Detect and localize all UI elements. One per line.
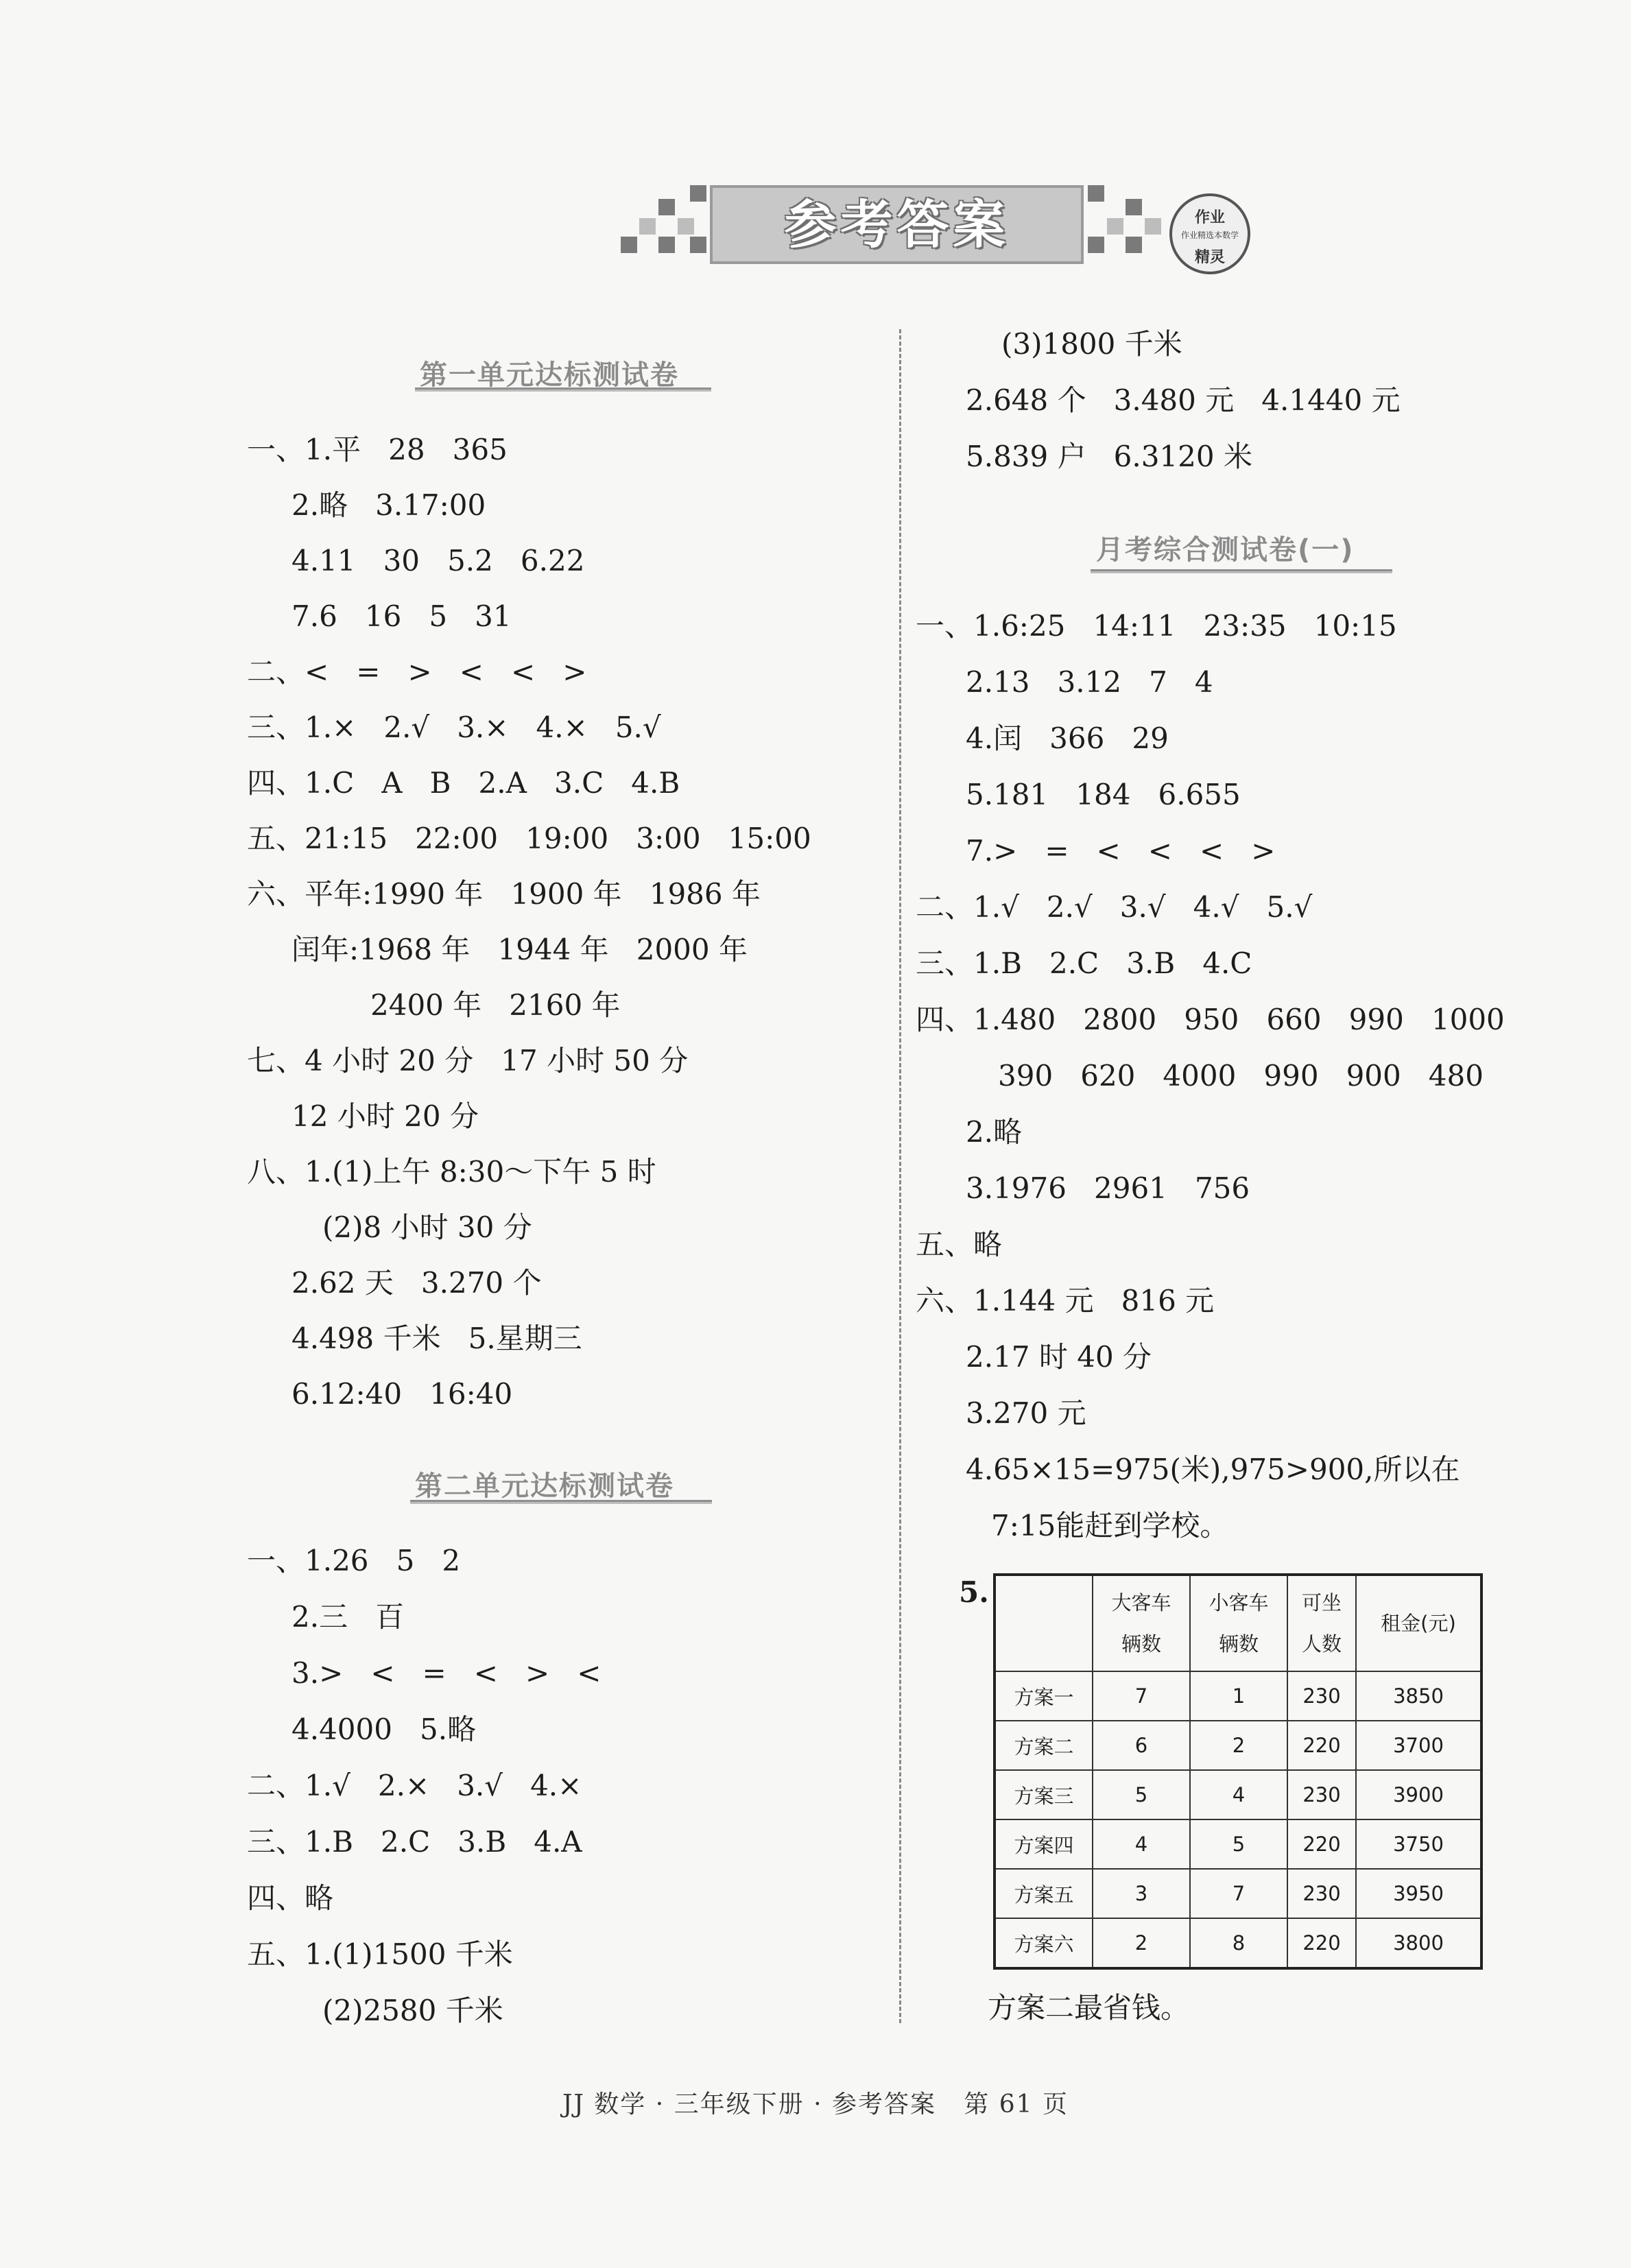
question-number: 5. xyxy=(959,1575,989,1609)
answer-line: 2.略 xyxy=(966,1115,1023,1149)
table-cell: 5 xyxy=(1093,1770,1190,1819)
answer-line: 2.648 个 3.480 元 4.1440 元 xyxy=(966,383,1401,417)
table-cell: 3900 xyxy=(1356,1770,1481,1819)
table-cell: 7 xyxy=(1190,1869,1287,1918)
answer-line: 三、1.B 2.C 3.B 4.A xyxy=(247,1825,582,1859)
section-rule xyxy=(410,1500,712,1504)
section-rule xyxy=(1091,569,1392,573)
answer-line: 2400 年 2160 年 xyxy=(370,988,621,1022)
answer-line: 4.11 30 5.2 6.22 xyxy=(291,544,585,577)
answer-line: 3.> < = < > < xyxy=(291,1656,602,1690)
answer-line: (3)1800 千米 xyxy=(1001,327,1182,361)
table-cell: 1 xyxy=(1190,1671,1287,1721)
answer-line: 4.4000 5.略 xyxy=(291,1712,477,1746)
rental-plan-table xyxy=(993,1573,1483,1970)
table-header: 小客车 辆数 xyxy=(1190,1575,1287,1671)
stamp-line-1: 作业 xyxy=(1194,209,1225,226)
answer-line: 四、1.C A B 2.A 3.C 4.B xyxy=(247,766,680,800)
banner-title: 参考答案 xyxy=(784,194,1010,255)
answer-line: 七、4 小时 20 分 17 小时 50 分 xyxy=(247,1044,689,1077)
table-cell: 8 xyxy=(1190,1918,1287,1968)
answer-line: 5.839 户 6.3120 米 xyxy=(966,440,1252,473)
stamp-logo xyxy=(1169,193,1250,274)
table-cell: 方案二 xyxy=(995,1721,1093,1770)
table-cell: 方案五 xyxy=(995,1869,1093,1918)
table-cell: 3800 xyxy=(1356,1918,1481,1968)
table-cell: 3950 xyxy=(1356,1869,1481,1918)
table-row xyxy=(995,1819,1481,1869)
answer-line: 7:15能赶到学校。 xyxy=(991,1509,1229,1542)
answer-line: 2.略 3.17:00 xyxy=(291,488,486,522)
answer-line: 6.12:40 16:40 xyxy=(291,1377,513,1411)
table-conclusion: 方案二最省钱。 xyxy=(988,1991,1190,2025)
answer-line: 一、1.平 28 365 xyxy=(247,433,508,466)
answer-line: 一、1.26 5 2 xyxy=(247,1544,461,1577)
table-cell: 7 xyxy=(1093,1671,1190,1721)
table-header: 可坐 人数 xyxy=(1287,1575,1356,1671)
table-row xyxy=(995,1671,1481,1721)
answer-line: (2)8 小时 30 分 xyxy=(322,1210,532,1244)
section-rule xyxy=(415,387,711,392)
table-cell: 2 xyxy=(1190,1721,1287,1770)
table-header: 租金(元) xyxy=(1356,1575,1481,1671)
table-row xyxy=(995,1869,1481,1918)
table-cell: 6 xyxy=(1093,1721,1190,1770)
table-cell: 3700 xyxy=(1356,1721,1481,1770)
table-cell: 230 xyxy=(1287,1869,1356,1918)
table-header: 大客车 辆数 xyxy=(1093,1575,1190,1671)
section-title-monthly: 月考综合测试卷(一) xyxy=(1096,534,1355,566)
answer-line: 八、1.(1)上午 8:30～下午 5 时 xyxy=(247,1155,656,1189)
table-cell: 方案四 xyxy=(995,1819,1093,1869)
answer-line: 4.闰 366 29 xyxy=(966,721,1169,755)
answer-line: 二、1.√ 2.√ 3.√ 4.√ 5.√ xyxy=(916,890,1313,924)
table-cell: 5 xyxy=(1190,1819,1287,1869)
table-header-corner xyxy=(995,1575,1093,1671)
answer-line: 3.1976 2961 756 xyxy=(966,1171,1250,1205)
table-cell: 方案六 xyxy=(995,1918,1093,1968)
table-cell: 220 xyxy=(1287,1721,1356,1770)
table-cell: 220 xyxy=(1287,1918,1356,1968)
table-row xyxy=(995,1721,1481,1770)
answer-line: 五、21:15 22:00 19:00 3:00 15:00 xyxy=(247,822,811,855)
section-title-unit-1: 第一单元达标测试卷 xyxy=(420,359,679,391)
table-cell: 230 xyxy=(1287,1671,1356,1721)
table-cell: 4 xyxy=(1093,1819,1190,1869)
answer-line: 5.181 184 6.655 xyxy=(966,778,1241,811)
answer-line: 7.6 16 5 31 xyxy=(291,599,512,633)
table-row xyxy=(995,1918,1481,1968)
answer-line: 六、平年:1990 年 1900 年 1986 年 xyxy=(247,877,761,911)
answer-line: 12 小时 20 分 xyxy=(291,1099,479,1133)
answer-line: 2.17 时 40 分 xyxy=(966,1340,1152,1374)
page-footer: JJ 数学 · 三年级下册 · 参考答案 第 61 页 xyxy=(562,2090,1069,2118)
table-cell: 220 xyxy=(1287,1819,1356,1869)
answer-line: 闰年:1968 年 1944 年 2000 年 xyxy=(291,933,748,966)
table-row xyxy=(995,1770,1481,1819)
answer-line: 4.65×15=975(米),975>900,所以在 xyxy=(966,1453,1460,1486)
answer-line: (2)2580 千米 xyxy=(322,1994,503,2027)
answer-line: 二、1.√ 2.× 3.√ 4.× xyxy=(247,1769,582,1802)
column-divider xyxy=(899,329,901,2023)
answer-line: 390 620 4000 990 900 480 xyxy=(998,1059,1484,1093)
answer-line: 2.三 百 xyxy=(291,1600,405,1634)
table-cell: 3 xyxy=(1093,1869,1190,1918)
answer-line: 五、1.(1)1500 千米 xyxy=(247,1937,513,1971)
stamp-line-3: 精灵 xyxy=(1194,249,1225,266)
answer-line: 四、略 xyxy=(247,1881,334,1915)
table-cell: 4 xyxy=(1190,1770,1287,1819)
answer-line: 7.> = < < < > xyxy=(966,834,1276,868)
table-cell: 2 xyxy=(1093,1918,1190,1968)
answer-line: 2.13 3.12 7 4 xyxy=(966,665,1213,699)
answer-line: 2.62 天 3.270 个 xyxy=(291,1266,542,1300)
answer-line: 四、1.480 2800 950 660 990 1000 xyxy=(916,1003,1505,1036)
table-cell: 方案三 xyxy=(995,1770,1093,1819)
table-cell: 方案一 xyxy=(995,1671,1093,1721)
answer-line: 三、1.B 2.C 3.B 4.C xyxy=(916,946,1252,980)
answer-line: 五、略 xyxy=(916,1228,1003,1261)
stamp-line-2: 作业精选本数学 xyxy=(1180,230,1239,240)
section-title-unit-2: 第二单元达标测试卷 xyxy=(415,1470,674,1502)
answer-line: 三、1.× 2.√ 3.× 4.× 5.√ xyxy=(247,711,661,744)
answer-line: 二、< = > < < > xyxy=(247,655,587,689)
answer-line: 六、1.144 元 816 元 xyxy=(916,1284,1215,1317)
answer-line: 3.270 元 xyxy=(966,1396,1086,1430)
table-cell: 230 xyxy=(1287,1770,1356,1819)
table-cell: 3750 xyxy=(1356,1819,1481,1869)
answer-line: 一、1.6:25 14:11 23:35 10:15 xyxy=(916,609,1397,643)
table-cell: 3850 xyxy=(1356,1671,1481,1721)
answer-line: 4.498 千米 5.星期三 xyxy=(291,1322,582,1355)
